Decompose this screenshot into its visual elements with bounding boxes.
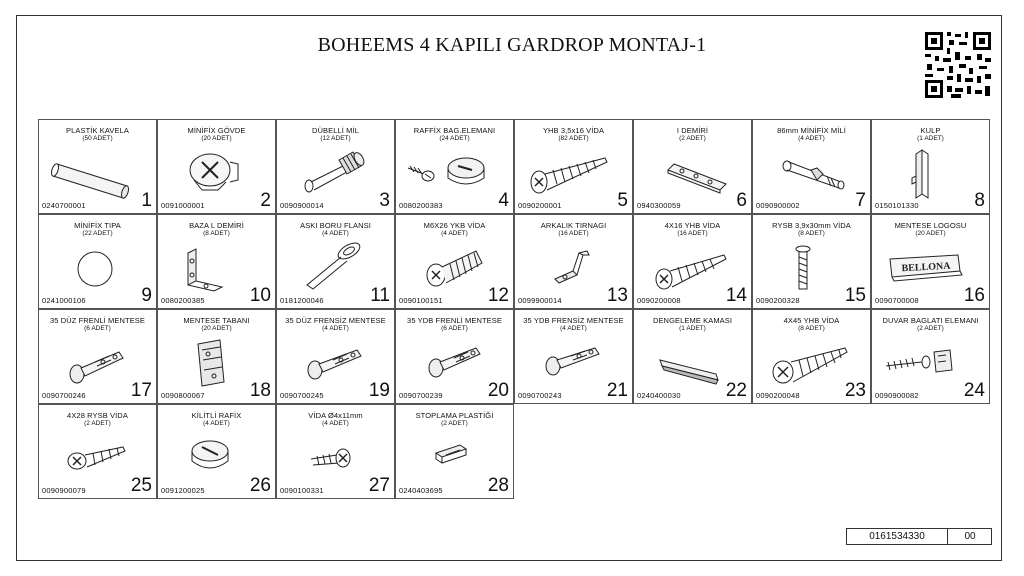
part-number: 1 bbox=[141, 190, 152, 211]
part-number: 7 bbox=[855, 190, 866, 211]
flat-bracket-icon bbox=[634, 140, 752, 202]
part-cell bbox=[157, 119, 276, 214]
part-cell bbox=[752, 119, 871, 214]
part-quantity: (4 ADET) bbox=[203, 420, 230, 427]
part-cell bbox=[276, 404, 395, 499]
part-quantity: (16 ADET) bbox=[558, 230, 589, 237]
part-code: 0090700245 bbox=[280, 391, 324, 400]
part-number: 26 bbox=[249, 475, 271, 496]
part-name: DÜBELLİ MİL bbox=[312, 126, 359, 135]
part-quantity: (6 ADET) bbox=[441, 325, 468, 332]
part-quantity: (20 ADET) bbox=[201, 135, 232, 142]
dowel-pin-icon bbox=[277, 140, 395, 202]
part-quantity: (12 ADET) bbox=[320, 135, 351, 142]
part-number: 25 bbox=[130, 475, 152, 496]
part-cell bbox=[752, 309, 871, 404]
part-name: 35 YDB FRENLİ MENTESE bbox=[407, 316, 502, 325]
part-number: 23 bbox=[844, 380, 866, 401]
revision-number: 00 bbox=[964, 531, 976, 542]
cam-lock-body-icon bbox=[158, 140, 276, 202]
part-name: M6X26 YKB VİDA bbox=[423, 221, 486, 230]
part-code: 0090900082 bbox=[875, 391, 919, 400]
part-name: 86mm MİNİFİX MİLİ bbox=[777, 126, 846, 135]
dowel-icon bbox=[39, 140, 157, 202]
part-cell bbox=[276, 119, 395, 214]
part-code: 0090200328 bbox=[756, 296, 800, 305]
raffix-connector-icon bbox=[396, 140, 514, 202]
part-code: 0091000001 bbox=[161, 201, 205, 210]
part-number: 5 bbox=[617, 190, 628, 211]
part-quantity: (24 ADET) bbox=[439, 135, 470, 142]
part-name: KİLİTLİ RAFİX bbox=[191, 411, 242, 420]
part-number: 20 bbox=[487, 380, 509, 401]
part-cell bbox=[395, 214, 514, 309]
part-cell bbox=[633, 214, 752, 309]
part-number: 2 bbox=[260, 190, 271, 211]
cap-icon bbox=[39, 235, 157, 297]
part-name: 4X28 RYSB VİDA bbox=[67, 411, 128, 420]
part-number: 16 bbox=[963, 285, 985, 306]
part-code: 0080200383 bbox=[399, 201, 443, 210]
part-name: KULP bbox=[920, 126, 941, 135]
part-quantity: (82 ADET) bbox=[558, 135, 589, 142]
part-name: STOPLAMA PLASTİĞİ bbox=[415, 411, 494, 420]
part-name: BAZA L DEMİRİ bbox=[189, 221, 244, 230]
document-number-box bbox=[846, 528, 992, 545]
part-cell bbox=[395, 119, 514, 214]
page-title: BOHEEMS 4 KAPILI GARDROP MONTAJ-1 bbox=[317, 34, 707, 56]
part-quantity: (2 ADET) bbox=[679, 135, 706, 142]
part-number: 22 bbox=[725, 380, 747, 401]
part-quantity: (2 ADET) bbox=[917, 325, 944, 332]
part-name: DUVAR BAGLATI ELEMANI bbox=[882, 316, 979, 325]
part-quantity: (4 ADET) bbox=[322, 325, 349, 332]
part-name: ASKI BORU FLANSI bbox=[300, 221, 371, 230]
part-quantity: (4 ADET) bbox=[322, 420, 349, 427]
part-name: VİDA Ø4x11mm bbox=[308, 411, 363, 420]
handle-icon bbox=[872, 140, 990, 202]
part-quantity: (4 ADET) bbox=[560, 325, 587, 332]
part-name: RAFFİX BAG.ELEMANI bbox=[413, 126, 496, 135]
part-name: MENTESE LOGOSU bbox=[894, 221, 967, 230]
part-code: 0090200008 bbox=[637, 296, 681, 305]
part-number: 18 bbox=[249, 380, 271, 401]
screw-icon bbox=[515, 140, 633, 202]
part-code: 0090100151 bbox=[399, 296, 443, 305]
part-cell bbox=[514, 309, 633, 404]
part-code: 0240700001 bbox=[42, 201, 86, 210]
part-quantity: (50 ADET) bbox=[82, 135, 113, 142]
part-quantity: (1 ADET) bbox=[917, 135, 944, 142]
part-code: 0090700008 bbox=[875, 296, 919, 305]
part-code: 0150101330 bbox=[875, 201, 919, 210]
part-quantity: (2 ADET) bbox=[441, 420, 468, 427]
part-code: 0090700246 bbox=[42, 391, 86, 400]
part-cell bbox=[38, 214, 157, 309]
parts-grid bbox=[38, 119, 990, 499]
part-code: 0090900079 bbox=[42, 486, 86, 495]
part-number: 15 bbox=[844, 285, 866, 306]
part-quantity: (8 ADET) bbox=[203, 230, 230, 237]
logo-label: BELLONA bbox=[901, 260, 951, 275]
document-number: 0161534330 bbox=[847, 529, 948, 544]
part-cell bbox=[38, 404, 157, 499]
part-code: 0090700243 bbox=[518, 391, 562, 400]
part-cell bbox=[157, 309, 276, 404]
part-name: 35 YDB FRENSİZ MENTESE bbox=[523, 316, 624, 325]
part-number: 10 bbox=[249, 285, 271, 306]
part-name: MENTESE TABANI bbox=[183, 316, 250, 325]
part-number: 11 bbox=[370, 285, 390, 306]
part-code: 0090700239 bbox=[399, 391, 443, 400]
part-quantity: (8 ADET) bbox=[798, 325, 825, 332]
part-name: YHB 3,5x16 VİDA bbox=[542, 126, 605, 135]
part-cell bbox=[38, 119, 157, 214]
part-code: 0090200048 bbox=[756, 391, 800, 400]
part-number: 4 bbox=[498, 190, 509, 211]
part-cell bbox=[38, 309, 157, 404]
part-number: 14 bbox=[725, 285, 747, 306]
part-code: 0099900014 bbox=[518, 296, 562, 305]
minifix-pin-icon bbox=[753, 140, 871, 202]
part-number: 12 bbox=[487, 285, 509, 306]
part-cell bbox=[395, 309, 514, 404]
part-number: 17 bbox=[130, 380, 152, 401]
part-number: 19 bbox=[368, 380, 390, 401]
part-quantity: (4 ADET) bbox=[798, 135, 825, 142]
part-cell bbox=[514, 214, 633, 309]
part-name: I DEMİRİ bbox=[676, 126, 709, 135]
part-name: RYSB 3,9x30mm VİDA bbox=[772, 221, 851, 230]
part-cell bbox=[752, 214, 871, 309]
part-number: 3 bbox=[379, 190, 390, 211]
part-code: 0091200025 bbox=[161, 486, 205, 495]
part-quantity: (16 ADET) bbox=[677, 230, 708, 237]
part-number: 24 bbox=[963, 380, 985, 401]
part-number: 6 bbox=[736, 190, 747, 211]
part-cell bbox=[633, 309, 752, 404]
part-cell bbox=[157, 404, 276, 499]
part-cell bbox=[276, 214, 395, 309]
part-number: 8 bbox=[974, 190, 985, 211]
part-code: 0090900014 bbox=[280, 201, 324, 210]
part-cell bbox=[157, 214, 276, 309]
part-name: MİNİFİX GÖVDE bbox=[187, 126, 246, 135]
part-cell bbox=[276, 309, 395, 404]
part-quantity: (20 ADET) bbox=[915, 230, 946, 237]
part-code: 0181200046 bbox=[280, 296, 324, 305]
part-number: 13 bbox=[606, 285, 628, 306]
part-code: 0090100331 bbox=[280, 486, 324, 495]
part-number: 28 bbox=[487, 475, 509, 496]
part-number: 9 bbox=[141, 285, 152, 306]
part-number: 21 bbox=[606, 380, 628, 401]
part-code: 0240400030 bbox=[637, 391, 681, 400]
part-quantity: (6 ADET) bbox=[84, 325, 111, 332]
part-quantity: (1 ADET) bbox=[679, 325, 706, 332]
part-name: MİNİFİX TIPA bbox=[74, 221, 121, 230]
part-cell bbox=[871, 309, 990, 404]
part-code: 0080200385 bbox=[161, 296, 205, 305]
part-cell bbox=[395, 404, 514, 499]
part-quantity: (4 ADET) bbox=[322, 230, 349, 237]
part-code: 0241000106 bbox=[42, 296, 86, 305]
part-name: ARKALIK TIRNAGI bbox=[540, 221, 607, 230]
part-code: 0090200001 bbox=[518, 201, 562, 210]
part-name: 35 DÜZ FRENSİZ MENTESE bbox=[285, 316, 386, 325]
part-cell bbox=[633, 119, 752, 214]
part-quantity: (8 ADET) bbox=[798, 230, 825, 237]
part-name: DENGELEME KAMASI bbox=[652, 316, 733, 325]
part-code: 0940300059 bbox=[637, 201, 681, 210]
part-code: 0090900002 bbox=[756, 201, 800, 210]
part-name: 35 DÜZ FRENLİ MENTESE bbox=[49, 316, 146, 325]
part-quantity: (2 ADET) bbox=[84, 420, 111, 427]
part-cell bbox=[871, 214, 990, 309]
part-code: 0240403695 bbox=[399, 486, 443, 495]
part-cell bbox=[514, 119, 633, 214]
part-code: 0090800067 bbox=[161, 391, 205, 400]
part-quantity: (22 ADET) bbox=[82, 230, 113, 237]
part-name: PLASTİK KAVELA bbox=[66, 126, 129, 135]
qr-code-icon bbox=[923, 30, 993, 100]
part-quantity: (20 ADET) bbox=[201, 325, 232, 332]
part-number: 27 bbox=[368, 475, 390, 496]
part-name: 4X16 YHB VİDA bbox=[664, 221, 721, 230]
part-name: 4X45 YHB VİDA bbox=[783, 316, 840, 325]
part-quantity: (4 ADET) bbox=[441, 230, 468, 237]
part-cell bbox=[871, 119, 990, 214]
